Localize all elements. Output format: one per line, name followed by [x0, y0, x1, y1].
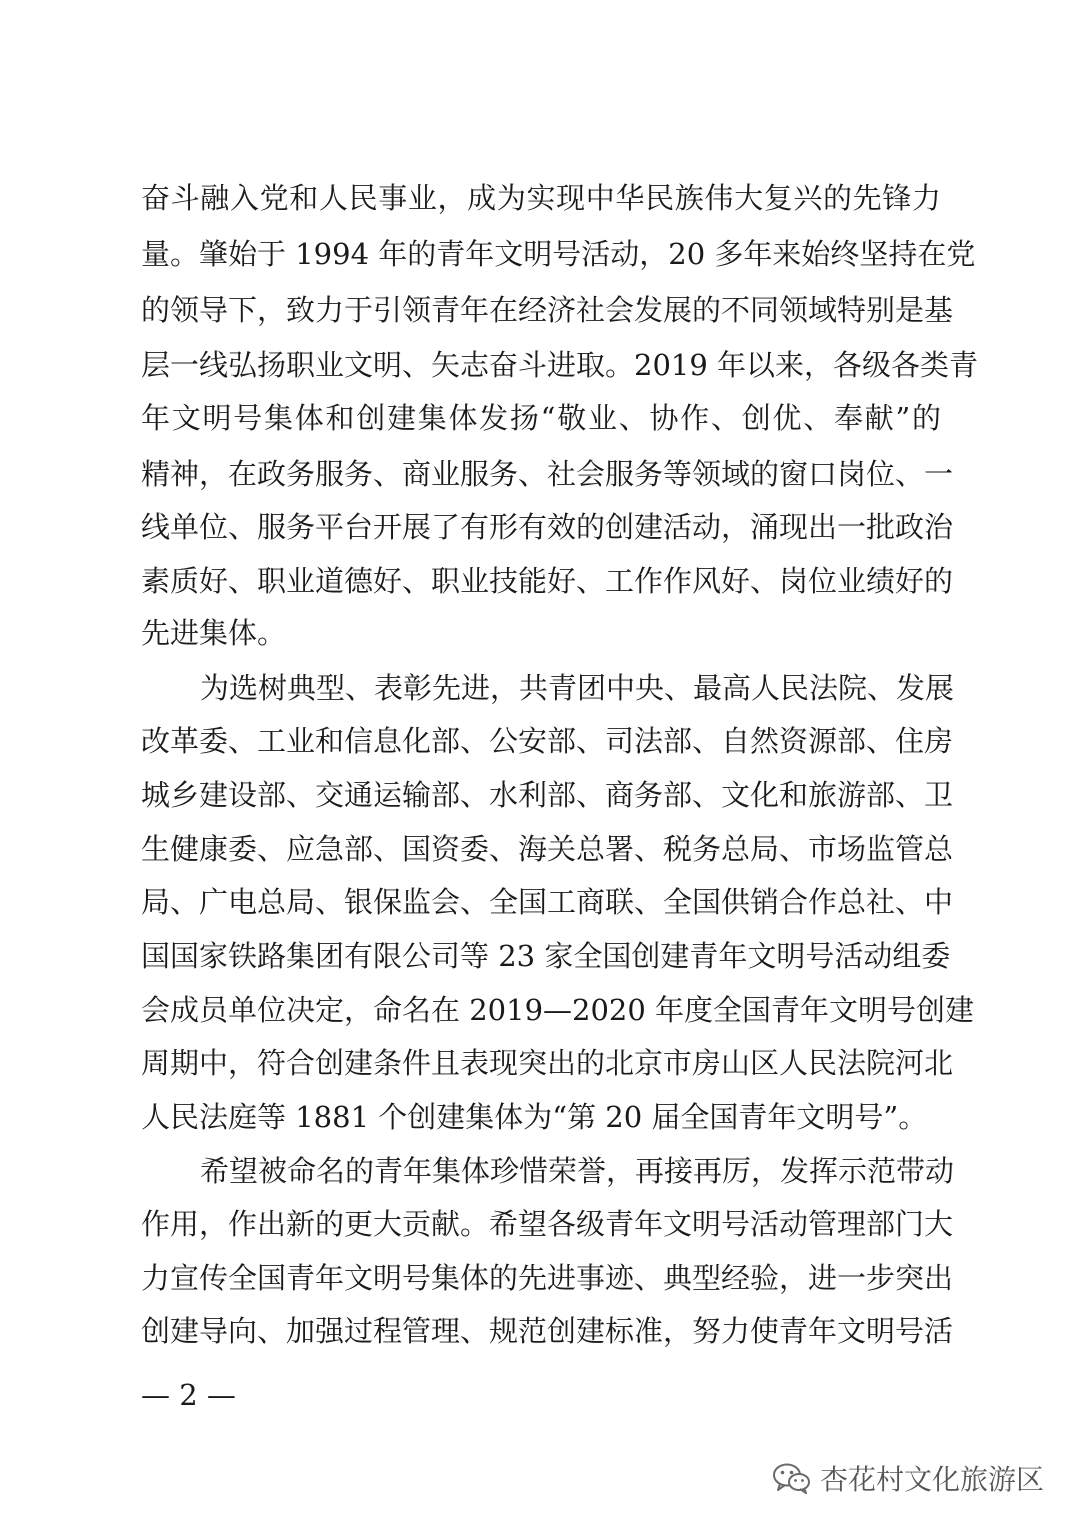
text-line: 改革委、工业和信息化部、公安部、司法部、自然资源部、住房 [141, 724, 954, 758]
text-line: 人民法庭等 1881 个创建集体为“第 20 届全国青年文明号”。 [141, 1100, 928, 1134]
text-line: 城乡建设部、交通运输部、水利部、商务部、文化和旅游部、卫 [141, 778, 954, 812]
text-line: 希望被命名的青年集体珍惜荣誉，再接再厉，发挥示范带动 [200, 1154, 955, 1188]
text-line: 层一线弘扬职业文明、矢志奋斗进取。2019 年以来，各级各类青 [141, 348, 979, 382]
watermark [772, 1458, 1044, 1498]
text-line: 奋斗融入党和人民事业，成为实现中华民族伟大复兴的先锋力 [141, 181, 941, 215]
text-line: 国国家铁路集团有限公司等 23 家全国创建青年文明号活动组委 [141, 939, 951, 973]
text-line: 量。肇始于 1994 年的青年文明号活动，20 多年来始终坚持在党 [141, 237, 976, 271]
text-line: 创建导向、加强过程管理、规范创建标准，努力使青年文明号活 [141, 1314, 954, 1348]
watermark-text: 杏花村文化旅游区 [819, 1463, 1044, 1496]
text-line: 的领导下，致力于引领青年在经济社会发展的不同领域特别是基 [141, 293, 954, 327]
text-line: 力宣传全国青年文明号集体的先进事迹、典型经验，进一步突出 [141, 1261, 954, 1295]
page-number: — 2 — [141, 1378, 236, 1412]
text-line: 先进集体。 [141, 616, 287, 650]
wechat-icon [772, 1462, 812, 1494]
text-line: 生健康委、应急部、国资委、海关总署、税务总局、市场监管总 [141, 832, 954, 866]
text-line: 会成员单位决定，命名在 2019—2020 年度全国青年文明号创建 [141, 993, 975, 1027]
text-line: 局、广电总局、银保监会、全国工商联、全国供销合作总社、中 [141, 885, 954, 919]
text-line: 为选树典型、表彰先进，共青团中央、最高人民法院、发展 [200, 671, 955, 705]
text-line: 作用，作出新的更大贡献。希望各级青年文明号活动管理部门大 [141, 1207, 954, 1241]
text-line: 周期中，符合创建条件且表现突出的北京市房山区人民法院河北 [141, 1046, 954, 1080]
text-line: 精神，在政务服务、商业服务、社会服务等领域的窗口岗位、一 [141, 457, 954, 491]
text-line: 素质好、职业道德好、职业技能好、工作作风好、岗位业绩好的 [141, 564, 954, 598]
text-line: 年文明号集体和创建集体发扬“敬业、协作、创优、奉献”的 [141, 401, 941, 435]
text-line: 线单位、服务平台开展了有形有效的创建活动，涌现出一批政治 [141, 510, 954, 544]
